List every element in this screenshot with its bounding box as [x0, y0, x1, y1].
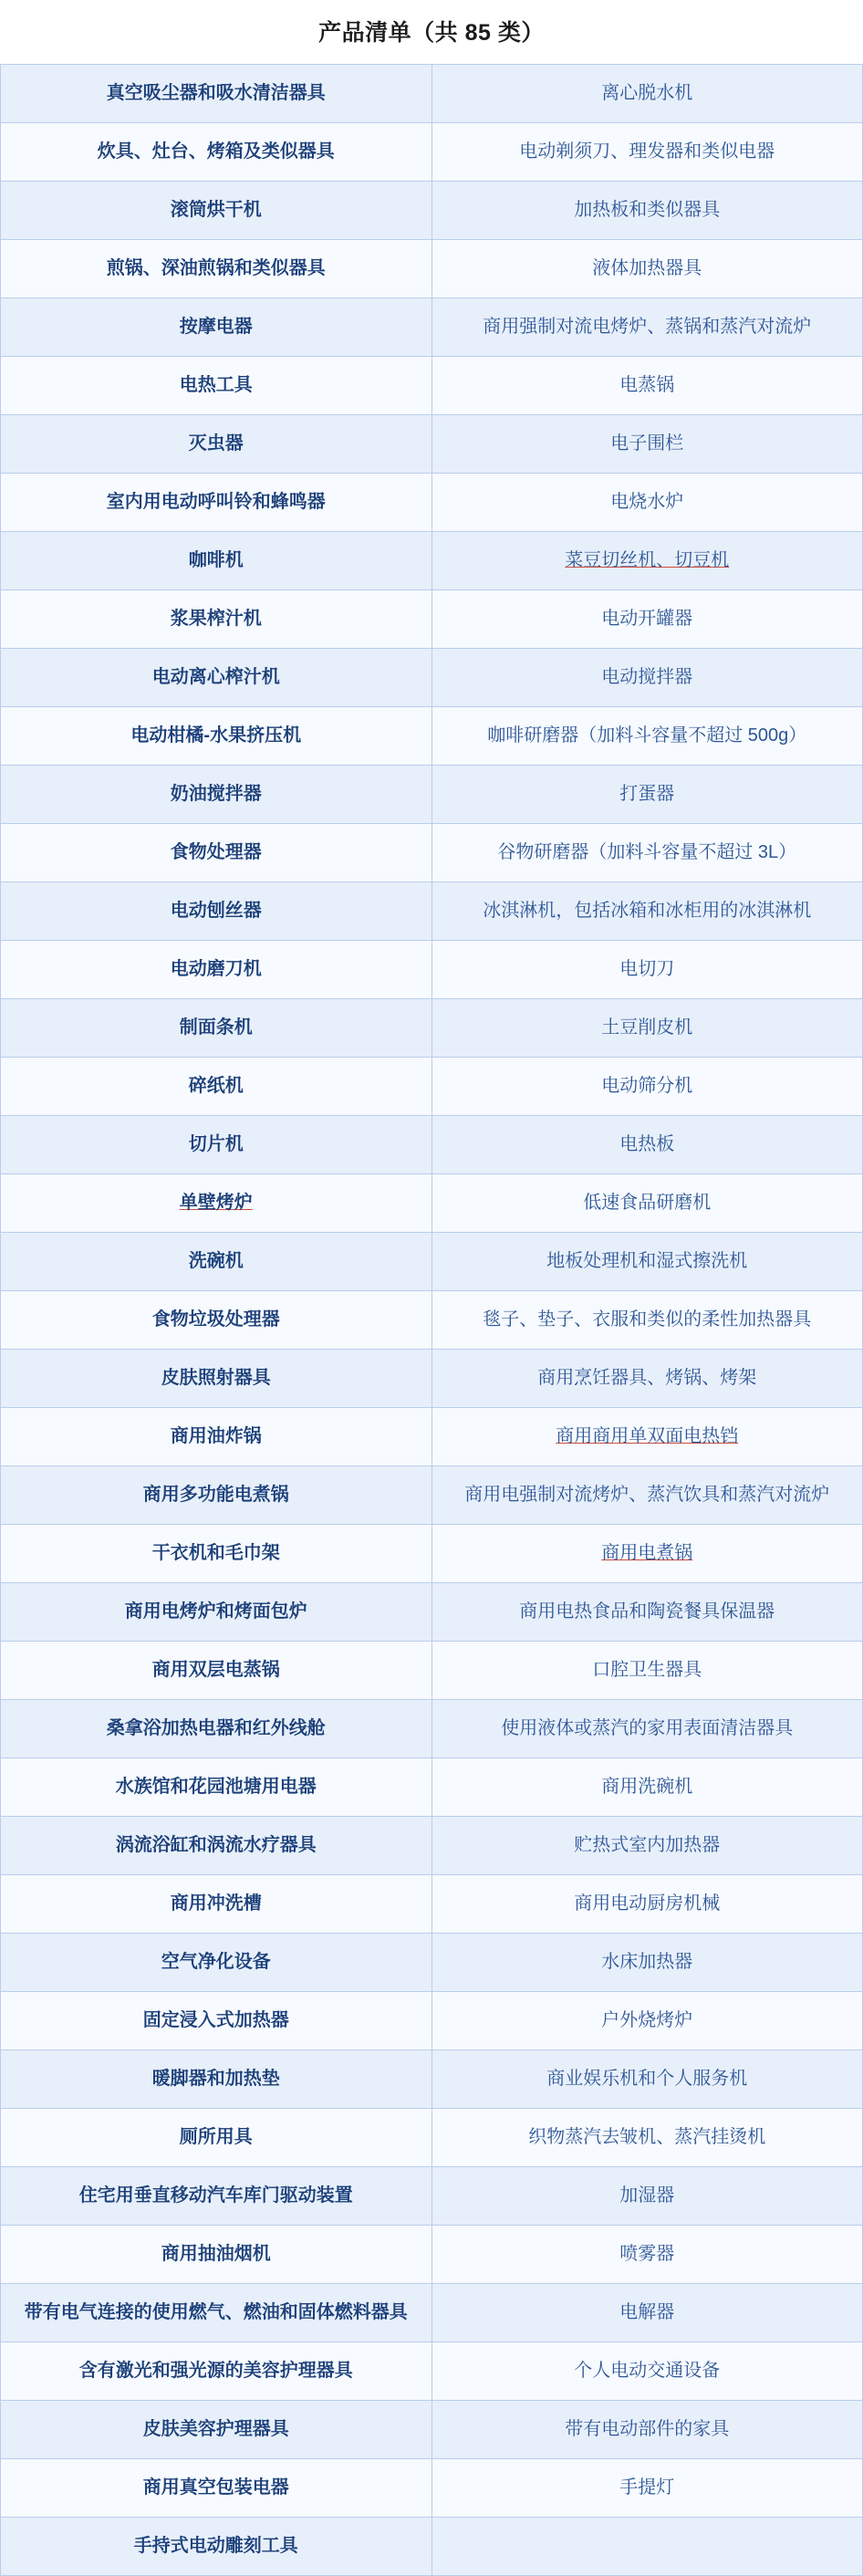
product-name-right: 使用液体或蒸汽的家用表面清洁器具: [432, 1700, 863, 1758]
table-row: [1, 1466, 863, 1525]
table-row: [1, 65, 863, 123]
product-name-left: 食物处理器: [1, 824, 432, 882]
product-name-left: 电热工具: [1, 357, 432, 415]
product-name-left: 食物垃圾处理器: [1, 1291, 432, 1350]
table-row: [1, 182, 863, 240]
product-name-right: 商业娱乐机和个人服务机: [432, 2050, 863, 2109]
product-name-left: 商用真空包装电器: [1, 2459, 432, 2518]
product-name-left: 灭虫器: [1, 415, 432, 474]
product-name-right: 冰淇淋机，包括冰箱和冰柜用的冰淇淋机: [432, 882, 863, 941]
product-name-right: 商用电动厨房机械: [432, 1875, 863, 1934]
table-row: [1, 882, 863, 941]
table-row: [1, 2342, 863, 2401]
product-name-right: 商用电热食品和陶瓷餐具保温器: [432, 1583, 863, 1642]
table-row: [1, 1700, 863, 1758]
product-name-right: 电子围栏: [432, 415, 863, 474]
table-row: [1, 532, 863, 590]
product-name-right: 电动搅拌器: [432, 649, 863, 707]
product-name-left: 奶油搅拌器: [1, 766, 432, 824]
product-name-left: 暖脚器和加热垫: [1, 2050, 432, 2109]
product-name-left: 切片机: [1, 1116, 432, 1174]
product-name-left: 商用电烤炉和烤面包炉: [1, 1583, 432, 1642]
product-name-left: 炊具、灶台、烤箱及类似器具: [1, 123, 432, 182]
product-name-left: 电动磨刀机: [1, 941, 432, 999]
table-row: [1, 2167, 863, 2226]
product-name-left: 洗碗机: [1, 1233, 432, 1291]
product-name-left: 真空吸尘器和吸水清洁器具: [1, 65, 432, 123]
table-row: [1, 999, 863, 1058]
table-row: [1, 1291, 863, 1350]
table-row: [1, 357, 863, 415]
product-name-right: 电切刀: [432, 941, 863, 999]
product-name-right: 菜豆切丝机、切豆机: [432, 532, 863, 590]
product-name-right: 低速食品研磨机: [432, 1174, 863, 1233]
product-name-left: 商用多功能电煮锅: [1, 1466, 432, 1525]
product-name-left: 单壁烤炉: [1, 1174, 432, 1233]
product-name-left: 干衣机和毛巾架: [1, 1525, 432, 1583]
product-name-left: 带有电气连接的使用燃气、燃油和固体燃料器具: [1, 2284, 432, 2342]
table-row: [1, 1350, 863, 1408]
product-name-right: 电蒸锅: [432, 357, 863, 415]
product-name-left: 电动刨丝器: [1, 882, 432, 941]
product-name-right: 商用商用单双面电热铛: [432, 1408, 863, 1466]
product-name-right: 商用电强制对流烤炉、蒸汽饮具和蒸汽对流炉: [432, 1466, 863, 1525]
product-name-left: 手持式电动雕刻工具: [1, 2518, 432, 2576]
product-name-left: 电动离心榨汁机: [1, 649, 432, 707]
table-row: [1, 123, 863, 182]
product-name-left: 碎纸机: [1, 1058, 432, 1116]
table-row: [1, 1758, 863, 1817]
product-name-left: 含有激光和强光源的美容护理器具: [1, 2342, 432, 2401]
table-row: [1, 649, 863, 707]
table-row: [1, 1116, 863, 1174]
product-name-left: 浆果榨汁机: [1, 590, 432, 649]
product-name-right: 加湿器: [432, 2167, 863, 2226]
product-name-right: 电动剃须刀、理发器和类似电器: [432, 123, 863, 182]
table-row: [1, 474, 863, 532]
table-row: [1, 240, 863, 298]
product-name-left: 制面条机: [1, 999, 432, 1058]
product-name-right: [432, 2518, 863, 2576]
table-row: [1, 1642, 863, 1700]
product-name-left: 皮肤照射器具: [1, 1350, 432, 1408]
table-row: [1, 1875, 863, 1934]
product-name-right: 带有电动部件的家具: [432, 2401, 863, 2459]
product-list-table: [0, 64, 863, 2576]
product-name-right: 加热板和类似器具: [432, 182, 863, 240]
product-name-left: 桑拿浴加热电器和红外线舱: [1, 1700, 432, 1758]
table-row: [1, 1058, 863, 1116]
product-name-left: 滚筒烘干机: [1, 182, 432, 240]
product-name-right: 手提灯: [432, 2459, 863, 2518]
product-name-left: 按摩电器: [1, 298, 432, 357]
product-name-left: 空气净化设备: [1, 1934, 432, 1992]
product-name-right: 电动开罐器: [432, 590, 863, 649]
table-row: [1, 941, 863, 999]
table-row: [1, 2518, 863, 2576]
product-name-right: 个人电动交通设备: [432, 2342, 863, 2401]
product-name-right: 喷雾器: [432, 2226, 863, 2284]
table-row: [1, 824, 863, 882]
page-title: 产品清单（共 85 类）: [318, 20, 545, 46]
product-name-right: 口腔卫生器具: [432, 1642, 863, 1700]
product-name-left: 厕所用具: [1, 2109, 432, 2167]
product-name-right: 土豆削皮机: [432, 999, 863, 1058]
product-list-body: [1, 65, 863, 2576]
table-row: [1, 590, 863, 649]
product-name-right: 电解器: [432, 2284, 863, 2342]
table-row: [1, 1525, 863, 1583]
product-name-right: 电烧水炉: [432, 474, 863, 532]
product-name-left: 涡流浴缸和涡流水疗器具: [1, 1817, 432, 1875]
table-row: [1, 2459, 863, 2518]
product-name-right: 水床加热器: [432, 1934, 863, 1992]
product-name-right: 商用强制对流电烤炉、蒸锅和蒸汽对流炉: [432, 298, 863, 357]
table-row: [1, 707, 863, 766]
table-row: [1, 298, 863, 357]
table-row: [1, 1233, 863, 1291]
table-row: [1, 2284, 863, 2342]
product-name-left: 电动柑橘-水果挤压机: [1, 707, 432, 766]
table-row: [1, 1992, 863, 2050]
product-name-right: 谷物研磨器（加料斗容量不超过 3L）: [432, 824, 863, 882]
product-name-left: 固定浸入式加热器: [1, 1992, 432, 2050]
product-name-right: 离心脱水机: [432, 65, 863, 123]
product-name-left: 商用双层电蒸锅: [1, 1642, 432, 1700]
table-row: [1, 1817, 863, 1875]
product-name-left: 咖啡机: [1, 532, 432, 590]
product-name-left: 商用抽油烟机: [1, 2226, 432, 2284]
product-name-left: 商用油炸锅: [1, 1408, 432, 1466]
product-name-left: 皮肤美容护理器具: [1, 2401, 432, 2459]
product-name-right: 打蛋器: [432, 766, 863, 824]
product-name-right: 商用电煮锅: [432, 1525, 863, 1583]
product-name-right: 毯子、垫子、衣服和类似的柔性加热器具: [432, 1291, 863, 1350]
product-name-right: 液体加热器具: [432, 240, 863, 298]
product-name-right: 电动筛分机: [432, 1058, 863, 1116]
table-row: [1, 415, 863, 474]
table-row: [1, 2050, 863, 2109]
product-name-right: 地板处理机和湿式擦洗机: [432, 1233, 863, 1291]
product-name-left: 煎锅、深油煎锅和类似器具: [1, 240, 432, 298]
table-row: [1, 1583, 863, 1642]
product-name-left: 水族馆和花园池塘用电器: [1, 1758, 432, 1817]
table-row: [1, 2401, 863, 2459]
table-row: [1, 1408, 863, 1466]
product-name-left: 住宅用垂直移动汽车库门驱动装置: [1, 2167, 432, 2226]
table-row: [1, 2109, 863, 2167]
product-name-left: 商用冲洗槽: [1, 1875, 432, 1934]
table-row: [1, 1174, 863, 1233]
product-name-right: 商用烹饪器具、烤锅、烤架: [432, 1350, 863, 1408]
product-name-right: 贮热式室内加热器: [432, 1817, 863, 1875]
product-name-right: 咖啡研磨器（加料斗容量不超过 500g）: [432, 707, 863, 766]
product-name-right: 户外烧烤炉: [432, 1992, 863, 2050]
product-name-right: 电热板: [432, 1116, 863, 1174]
table-row: [1, 766, 863, 824]
table-row: [1, 2226, 863, 2284]
product-name-right: 商用洗碗机: [432, 1758, 863, 1817]
table-row: [1, 1934, 863, 1992]
product-name-right: 织物蒸汽去皱机、蒸汽挂烫机: [432, 2109, 863, 2167]
product-name-left: 室内用电动呼叫铃和蜂鸣器: [1, 474, 432, 532]
